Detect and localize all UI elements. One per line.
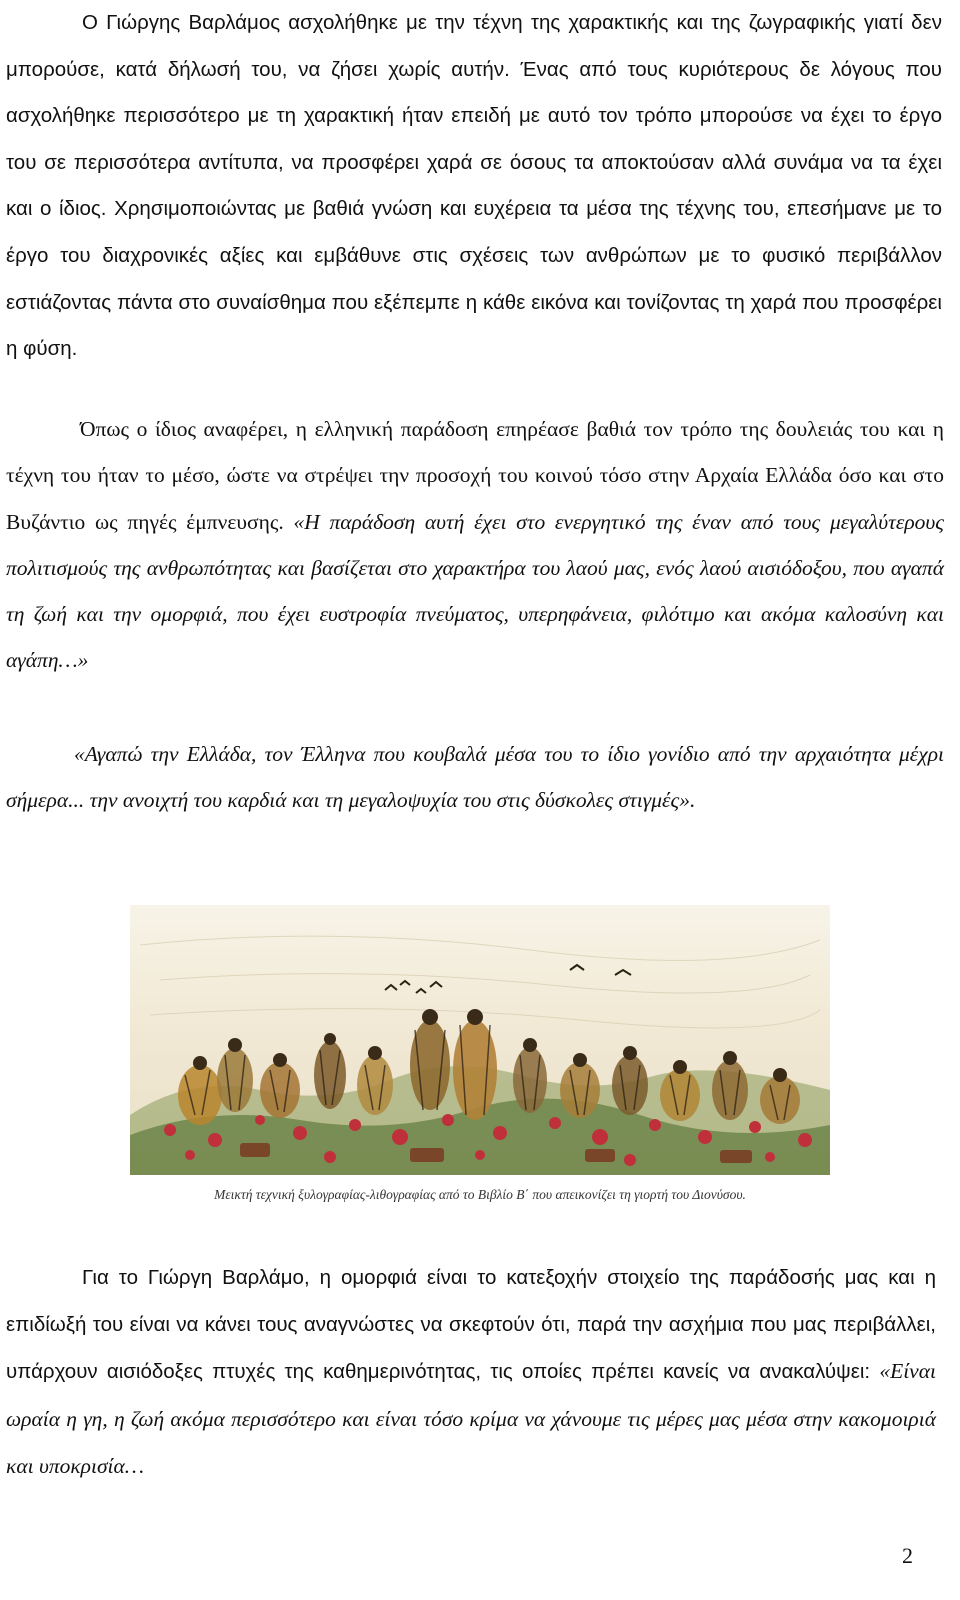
paragraph-tradition-quote: «Η παράδοση αυτή έχει στο ενεργητικό της έναν από τους μεγαλύτερους πολιτισμούς της ανθρωπότητας και βασίζεται στο χαρακτήρα του λαού μας, ενός λαού αισιόδοξου, που αγαπά τη ζωή και την ομορφιά, που έχει ευστροφία πνεύματος, υπερηφάνεια, φιλότιμο και ακόμα καλοσύνη και αγάπη…» xyxy=(6,509,944,673)
paragraph-greece-quote xyxy=(6,731,944,824)
paragraph-beauty-quote: «Είναι ωραία η γη, η ζωή ακόμα περισσότερο και είναι τόσο κρίμα να χάνουμε τις μέρες μας μέσα στην κακομοιριά και υποκρισία… xyxy=(6,1359,936,1478)
artwork-image-dionysus-festival xyxy=(130,905,830,1175)
paragraph-tradition-text: Όπως ο ίδιος αναφέρει, η ελληνική παράδοση επηρέασε βαθιά τον τρόπο της δουλειάς του και η τέχνη του ήταν το μέσο, ώστε να στρέψει την προσοχή του κοινού τόσο στην Αρχαία Ελλάδα όσο και στο Βυζάντιο ως πηγές έμπνευσης. xyxy=(6,417,944,534)
greece-quote-text: «Αγαπώ την Ελλάδα, τον Έλληνα που κουβαλά μέσα του το ίδιο γονίδιο από την αρχαιότητα μέχρι σήμερα... την ανοιχτή του καρδιά και τη μεγαλοψυχία του στις δύσκολες στιγμές». xyxy=(6,742,944,813)
paragraph-beauty-text: Για το Γιώργη Βαρλάμο, η ομορφιά είναι το κατεξοχήν στοιχείο της παράδοσής μας και η επιδίωξή του είναι να κάνει τους αναγνώστες να σκεφτούν ότι, παρά την ασχήμια που μας περιβάλλει, υπάρχουν αισιόδοξες πτυχές της καθημερινότητας, τις οποίες πρέπει κανείς να ανακαλύψει: xyxy=(6,1266,936,1383)
figure-caption: Μεικτή τεχνική ξυλογραφίας-λιθογραφίας από το Βιβλίο Β΄ που απεικονίζει τη γιορτή του Διονύσου. xyxy=(214,1187,746,1202)
artwork-illustration xyxy=(130,905,830,1175)
page-number: 2 xyxy=(902,1543,913,1568)
paragraph-beauty xyxy=(6,1255,936,1491)
paragraph-intro-first-line: Ο Γιώργης Βαρλάμος ασχολήθηκε με την τέχνη της χαρακτικής και της xyxy=(82,11,741,34)
paragraph-intro-body: ζωγραφικής γιατί δεν μπορούσε, κατά δήλωσή του, να ζήσει χωρίς αυτήν. Ένας από τους κυριότερους δε λόγους που ασχολήθηκε περισσότερο με τη χαρακτική ήταν επειδή με αυτό τον τρόπο μπορούσε να έχει το έργο του σε περισσότερα αντίτυπα, να προσφέρει χαρά σε όσους τα αποκτούσαν αλλά συνάμα να τα έχει και ο ίδιος. Χρησιμοποιώντας με βαθιά γνώση και ευχέρεια τα μέσα της τέχνης του, επεσήμανε με το έργο του διαχρονικές αξίες και εμβάθυνε στις σχέσεις των ανθρώπων με το φυσικό περιβάλλον εστιάζοντας πάντα στο συναίσθημα που εξέπεμπε η κάθε εικόνα και τονίζοντας τη χαρά που προσφέρει η φύση. xyxy=(6,11,942,361)
paragraph-intro xyxy=(6,0,942,373)
paragraph-tradition xyxy=(6,406,944,684)
